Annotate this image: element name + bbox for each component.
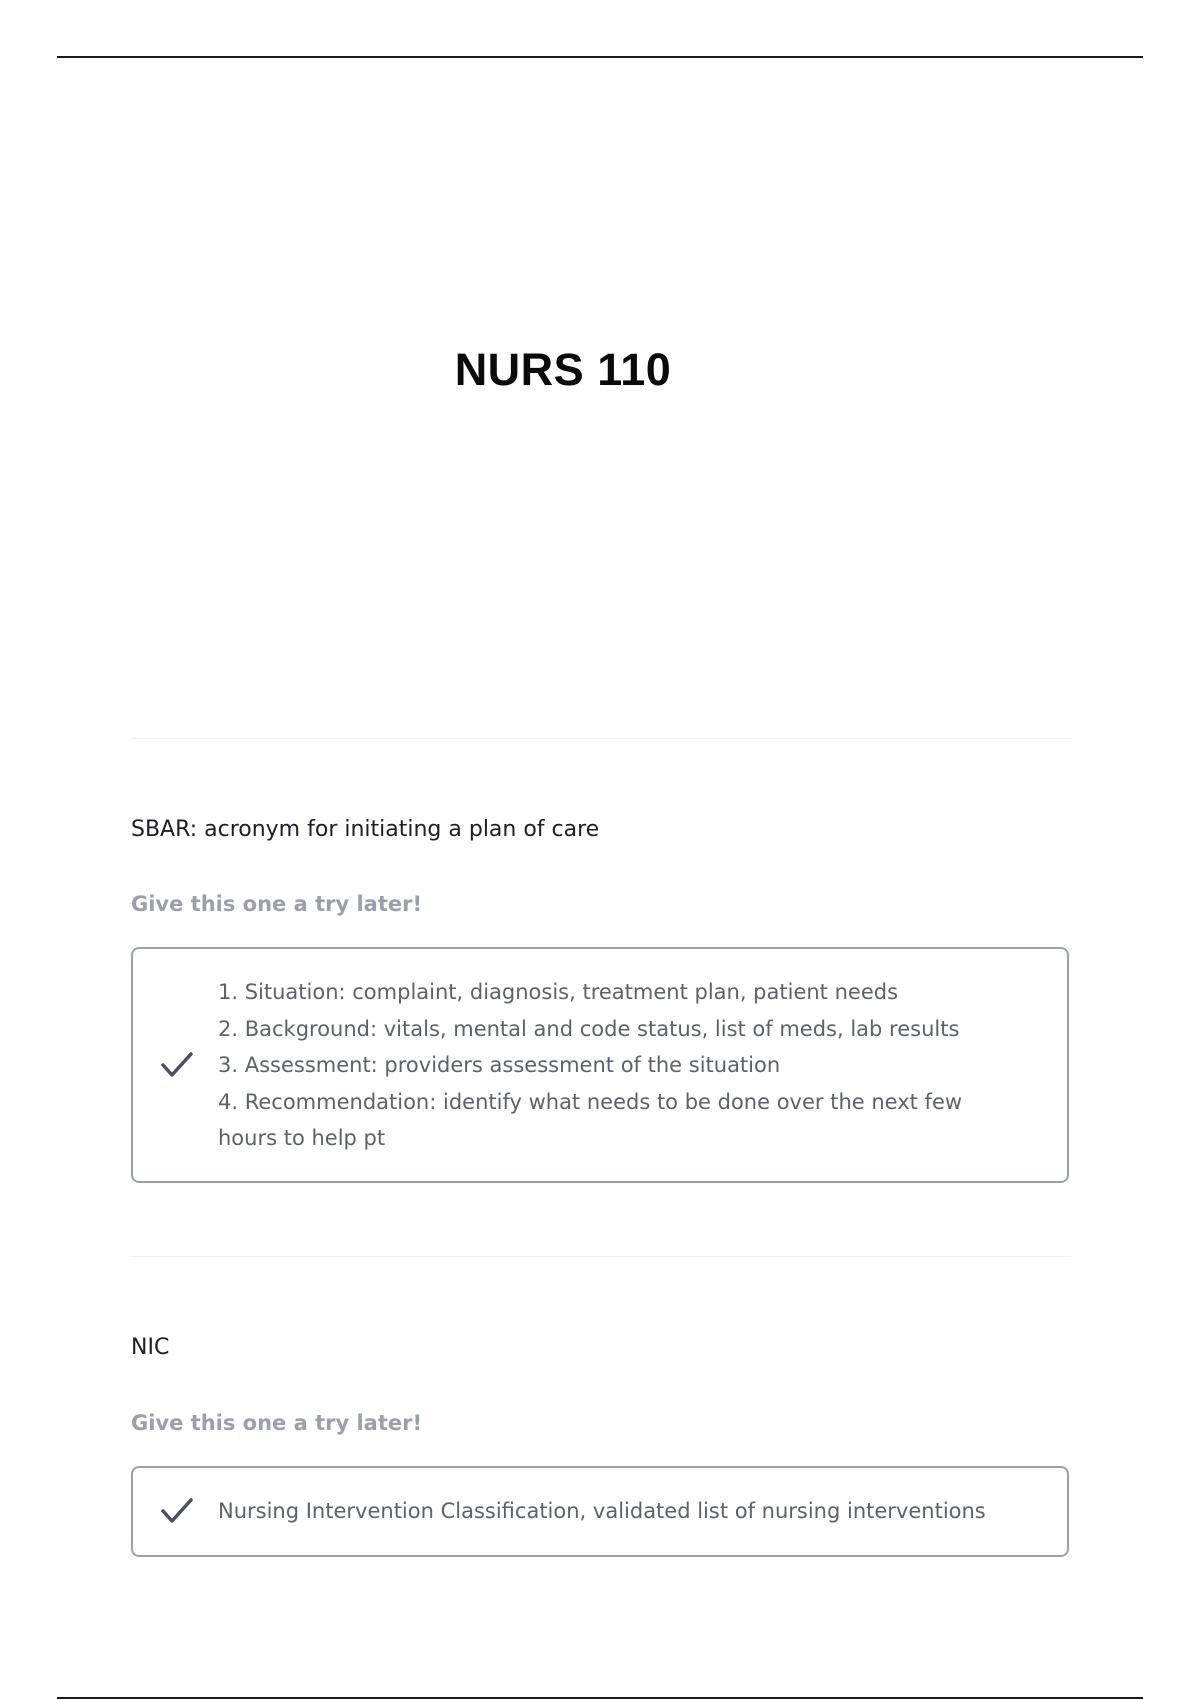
bottom-rule	[57, 1697, 1143, 1699]
answer-box	[131, 1466, 1069, 1557]
card-term: SBAR: acronym for initiating a plan of care	[131, 817, 600, 842]
answer-line: 3. Assessment: providers assessment of the situation	[218, 1053, 781, 1077]
answer-line: 1. Situation: complaint, diagnosis, treatment plan, patient needs	[218, 980, 899, 1004]
answer-line: hours to help pt	[218, 1126, 386, 1150]
card-divider	[131, 738, 1071, 739]
try-later-hint[interactable]: Give this one a try later!	[131, 1411, 423, 1435]
card-divider	[131, 1256, 1071, 1257]
answer-box	[131, 947, 1069, 1183]
answer-line: Nursing Intervention Classification, validated list of nursing interventions	[218, 1499, 986, 1523]
answer-line: 4. Recommendation: identify what needs to be done over the next few	[218, 1089, 963, 1114]
try-later-hint[interactable]: Give this one a try later!	[131, 892, 423, 916]
answer-line: 2. Background: vitals, mental and code status, list of meds, lab results	[218, 1016, 960, 1041]
answer-text	[218, 974, 997, 1157]
answer-text	[218, 1493, 997, 1530]
checkmark-icon	[159, 1496, 195, 1526]
card-term: NIC	[131, 1335, 170, 1360]
top-rule	[57, 56, 1143, 58]
checkmark-icon	[159, 1050, 195, 1080]
document-title: NURS 110	[454, 344, 672, 395]
